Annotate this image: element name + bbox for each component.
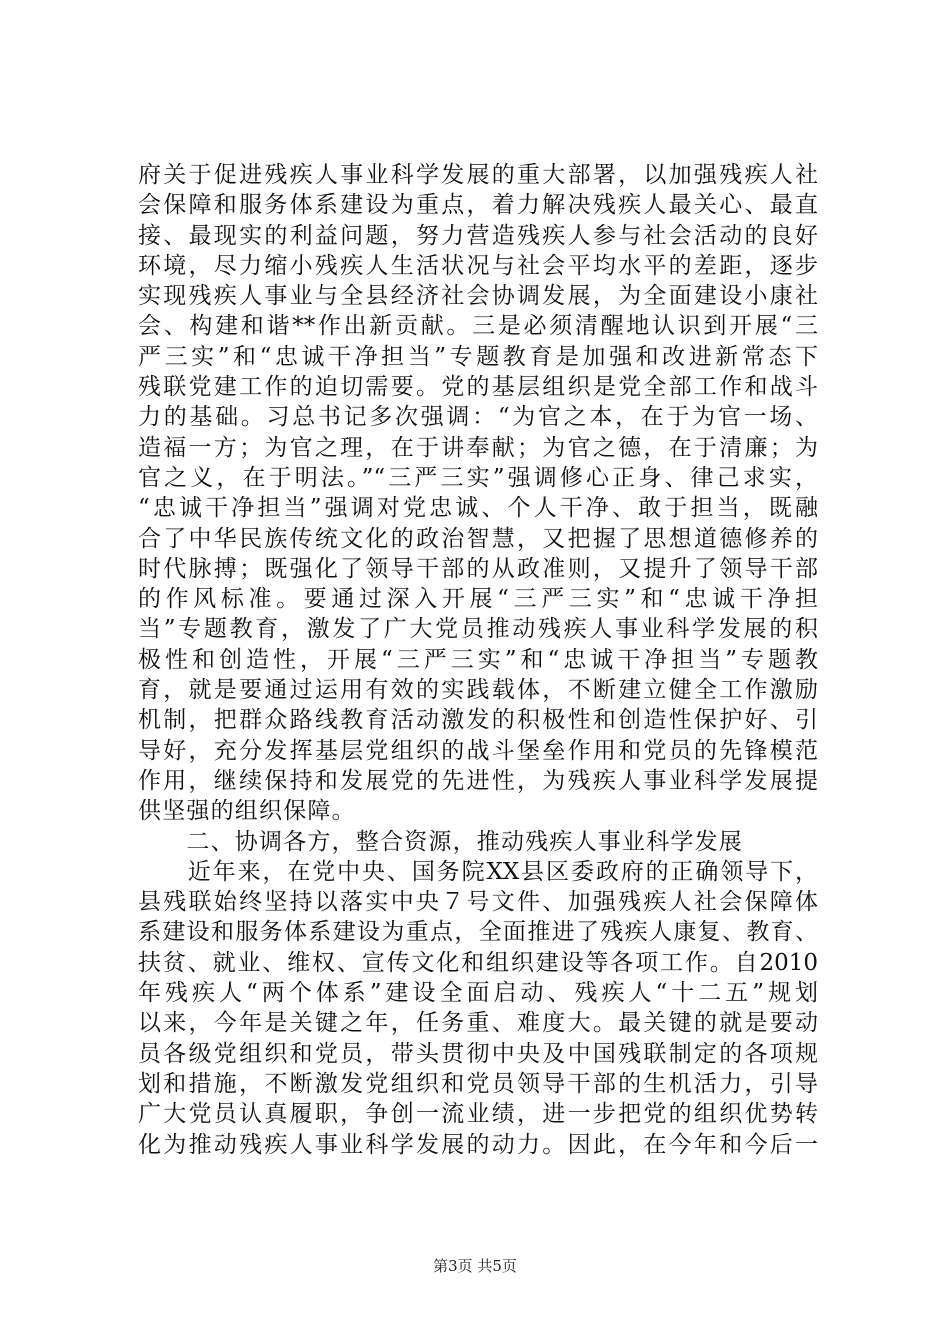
- text-line: 育，就是要通过运用有效的实践载体，不断建立健全工作激励: [138, 677, 818, 704]
- text-line: 化为推动残疾人事业科学发展的动力。因此，在今年和今后一: [138, 1131, 818, 1158]
- text-line: 作用，继续保持和发展党的先进性，为残疾人事业科学发展提: [138, 767, 818, 794]
- text-line: 广大党员认真履职，争创一流业绩，进一步把党的组织优势转: [138, 1101, 818, 1128]
- text-line: 极性和创造性，开展“三严三实”和“忠诚干净担当”专题教: [138, 646, 818, 673]
- text-line: 划和措施，不断激发党组织和党员领导干部的生机活力，引导: [138, 1070, 818, 1097]
- text-line: 县残联始终坚持以落实中央７号文件、加强残疾人社会保障体: [138, 889, 818, 916]
- text-line: 实现残疾人事业与全县经济社会协调发展，为全面建设小康社: [138, 283, 818, 310]
- text-line: 会、构建和谐**作出新贡献。三是必须清醒地认识到开展“三: [138, 313, 818, 340]
- text-line: 机制，把群众路线教育活动激发的积极性和创造性保护好、引: [138, 707, 818, 734]
- text-line: 接、最现实的利益问题，努力营造残疾人参与社会活动的良好: [138, 222, 818, 249]
- page-footer: 第3页 共5页: [433, 1257, 517, 1275]
- text-line: 官之义，在于明法。”“三严三实”强调修心正身、律己求实，: [138, 464, 818, 491]
- text-line: 当”专题教育，激发了广大党员推动残疾人事业科学发展的积: [138, 616, 818, 643]
- text-line: 造福一方；为官之理，在于讲奉献；为官之德，在于清廉；为: [138, 434, 818, 461]
- text-line: 会保障和服务体系建设为重点，着力解决残疾人最关心、最直: [138, 192, 818, 219]
- text-line: 时代脉搏；既强化了领导干部的从政准则，又提升了领导干部: [138, 555, 818, 582]
- text-line: 以来，今年是关键之年，任务重、难度大。最关键的就是要动: [138, 1010, 818, 1037]
- text-line: 近年来，在党中央、国务院XX县区委政府的正确领导下，: [138, 858, 818, 885]
- text-line: 的作风标准。要通过深入开展“三严三实”和“忠诚干净担: [138, 586, 818, 613]
- section-heading: 二、协调各方，整合资源，推动残疾人事业科学发展: [138, 828, 743, 855]
- text-line: 府关于促进残疾人事业科学发展的重大部署，以加强残疾人社: [138, 162, 818, 188]
- text-line: 严三实”和“忠诚干净担当”专题教育是加强和改进新常态下: [138, 343, 818, 370]
- text-line: 残联党建工作的迫切需要。党的基层组织是党全部工作和战斗: [138, 374, 818, 401]
- text-line: 供坚强的组织保障。: [138, 798, 356, 825]
- text-line: 扶贫、就业、维权、宣传文化和组织建设等各项工作。自2010: [138, 949, 818, 976]
- text-line: 力的基础。习总书记多次强调：“为官之本，在于为官一场、: [138, 404, 818, 431]
- text-line: 系建设和服务体系建设为重点，全面推进了残疾人康复、教育、: [138, 919, 818, 946]
- text-line: “忠诚干净担当”强调对党忠诚、个人干净、敢于担当，既融: [138, 495, 818, 522]
- body-text: [138, 160, 818, 1160]
- text-line: 员各级党组织和党员，带头贯彻中央及中国残联制定的各项规: [138, 1040, 818, 1067]
- text-line: 环境，尽力缩小残疾人生活状况与社会平均水平的差距，逐步: [138, 252, 818, 279]
- text-line: 导好，充分发挥基层党组织的战斗堡垒作用和党员的先锋模范: [138, 737, 818, 764]
- text-line: 年残疾人“两个体系”建设全面启动、残疾人“十二五”规划: [138, 980, 818, 1007]
- text-line: 合了中华民族传统文化的政治智慧，又把握了思想道德修养的: [138, 525, 818, 552]
